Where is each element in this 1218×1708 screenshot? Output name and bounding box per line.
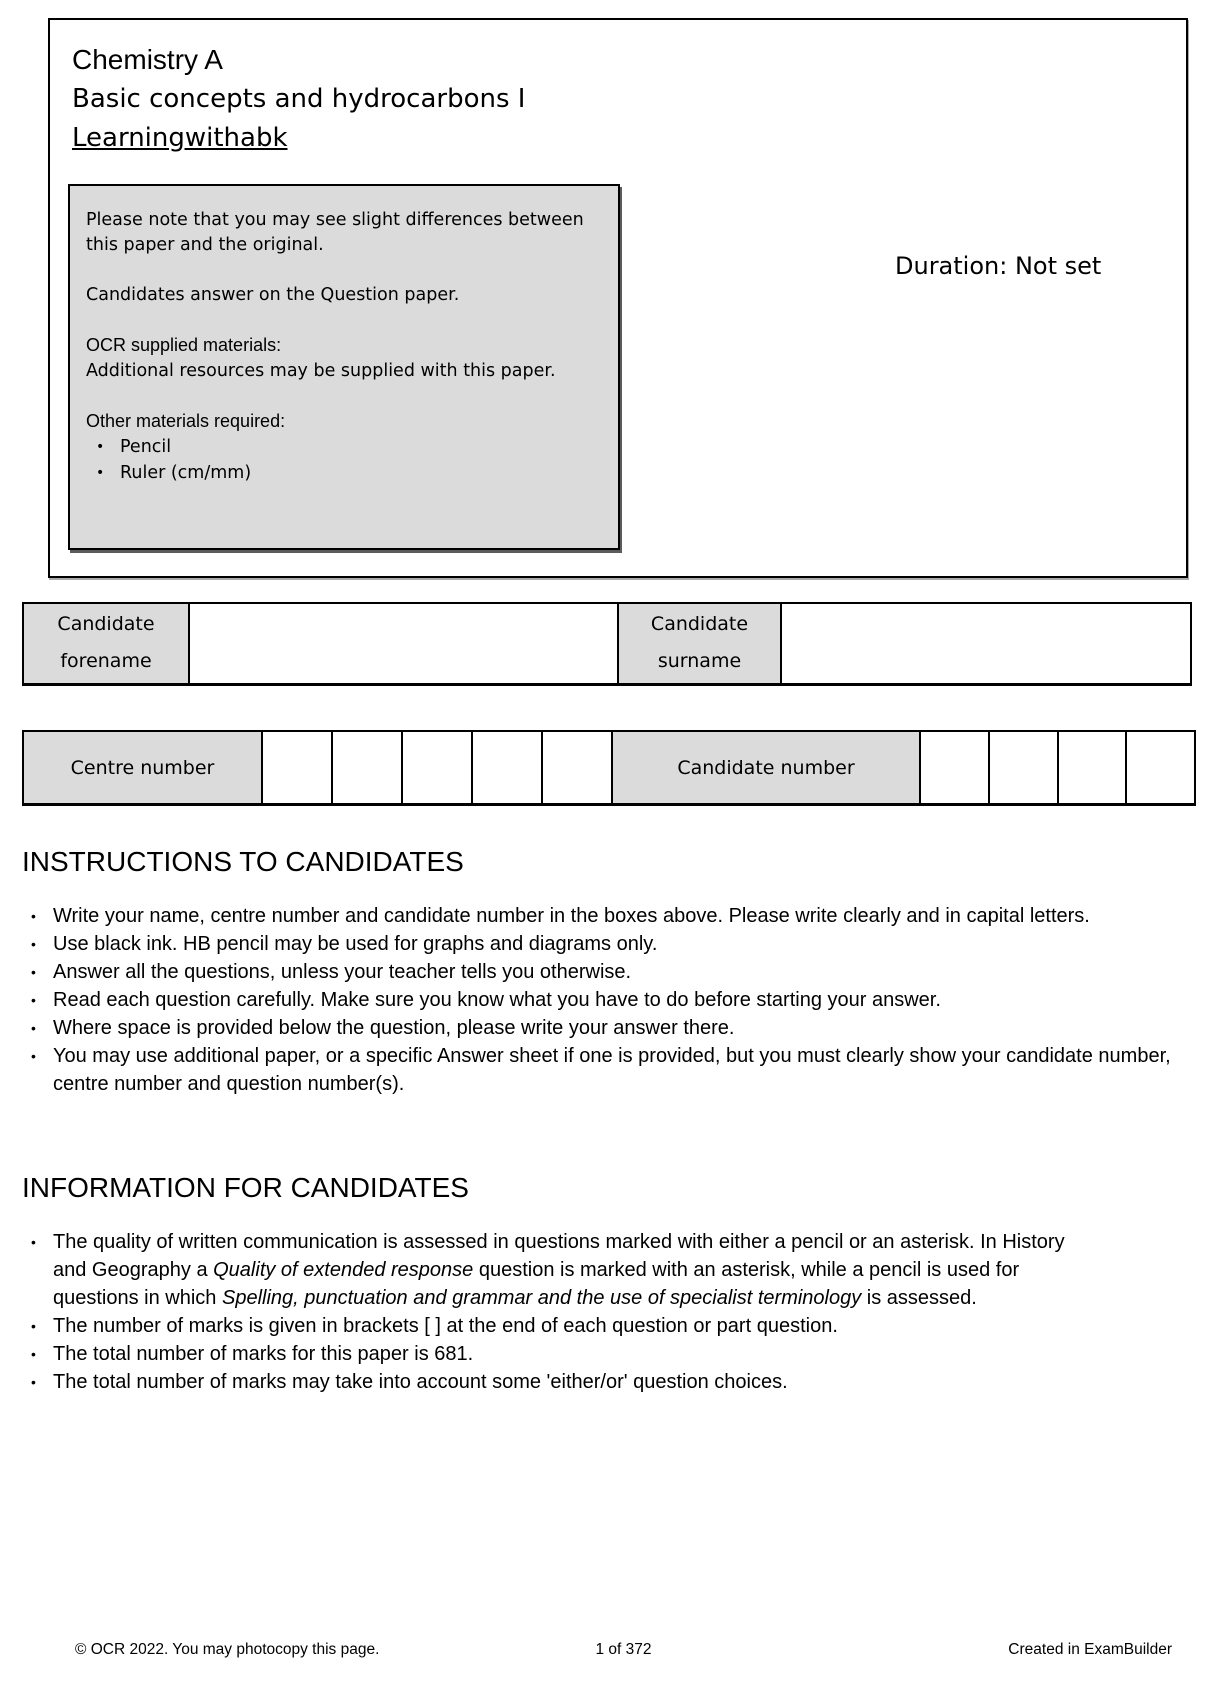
ocr-supplied-label: OCR supplied materials: bbox=[86, 335, 282, 355]
centre-number-label: Centre number bbox=[24, 732, 261, 803]
instruction-item: • Where space is provided below the question, please write your answer there. bbox=[22, 1014, 1200, 1042]
instruction-item: • Use black ink. HB pencil may be used for graphs and diagrams only. bbox=[22, 930, 1200, 958]
information-item: • The total number of marks may take into account some 'either/or' question choices. bbox=[22, 1368, 1072, 1396]
information-item: • The number of marks is given in brackets [ ] at the end of each question or part question. bbox=[22, 1312, 1072, 1340]
centre-number-box-3[interactable] bbox=[401, 732, 471, 803]
forename-label-line2: forename bbox=[60, 650, 152, 672]
instruction-item: • Answer all the questions, unless your teacher tells you otherwise. bbox=[22, 958, 1200, 986]
candidate-number-box-1[interactable] bbox=[919, 732, 988, 803]
information-item bbox=[22, 1228, 1072, 1312]
instructions-heading: INSTRUCTIONS TO CANDIDATES bbox=[22, 846, 464, 877]
text-segment: is assessed. bbox=[861, 1287, 977, 1309]
surname-label-line2: surname bbox=[657, 650, 742, 672]
information-heading: INFORMATION FOR CANDIDATES bbox=[22, 1172, 469, 1203]
other-materials-label: Other materials required: bbox=[86, 411, 286, 431]
subject-title: Chemistry A bbox=[72, 44, 223, 75]
text-segment: question is marked with an asterisk, while a pencil is used for questions in which bbox=[53, 1259, 1020, 1309]
text-segment-italic: Quality of extended response bbox=[213, 1259, 474, 1281]
candidate-surname-field[interactable] bbox=[782, 604, 1190, 683]
surname-label-line1: Candidate bbox=[650, 613, 749, 635]
information-item: • The total number of marks for this paper is 681. bbox=[22, 1340, 1072, 1368]
materials-notes-box bbox=[68, 184, 620, 550]
centre-number-box-1[interactable] bbox=[261, 732, 331, 803]
copyright-notice: © OCR 2022. You may photocopy this page. bbox=[75, 1641, 380, 1658]
instruction-item: • Read each question carefully. Make sure you know what you have to do before starting your answer. bbox=[22, 986, 1200, 1014]
instruction-item: • You may use additional paper, or a specific Answer sheet if one is provided, but you must clearly show your candidate number, centre number and question number(s). bbox=[22, 1042, 1200, 1098]
material-item: • Ruler (cm/mm) bbox=[86, 460, 602, 486]
material-item: • Pencil bbox=[86, 434, 602, 460]
candidate-number-box-4[interactable] bbox=[1125, 732, 1194, 803]
page-footer bbox=[0, 1640, 1218, 1660]
exambuilder-credit: Created in ExamBuilder bbox=[1008, 1641, 1172, 1658]
title-block bbox=[50, 20, 1186, 158]
candidate-forename-field[interactable] bbox=[190, 604, 617, 683]
candidate-number-box-3[interactable] bbox=[1057, 732, 1126, 803]
candidate-number-label: Candidate number bbox=[611, 732, 919, 803]
text-segment-italic: Spelling, punctuation and grammar and the use of specialist terminology bbox=[221, 1287, 862, 1309]
text-segment: The quality of written communication is assessed in questions marked with either a pencil or an asterisk. In History and Geography a bbox=[53, 1231, 1065, 1281]
surname-label-cell bbox=[617, 604, 782, 683]
instruction-item: • Write your name, centre number and candidate number in the boxes above. Please write clearly and in capital letters. bbox=[22, 902, 1200, 930]
candidate-name-table bbox=[22, 602, 1192, 686]
ocr-supplied-materials bbox=[86, 333, 602, 384]
paper-header-box bbox=[48, 18, 1188, 578]
number-table bbox=[22, 730, 1196, 806]
centre-number-box-4[interactable] bbox=[471, 732, 541, 803]
candidate-number-box-2[interactable] bbox=[988, 732, 1057, 803]
instructions-section bbox=[22, 846, 1200, 1098]
centre-number-box-2[interactable] bbox=[331, 732, 401, 803]
other-materials-list bbox=[86, 434, 602, 486]
page-number: 1 of 372 bbox=[595, 1641, 652, 1658]
information-list bbox=[22, 1228, 1072, 1396]
centre-number-box-5[interactable] bbox=[541, 732, 611, 803]
answer-note: Candidates answer on the Question paper. bbox=[86, 285, 460, 305]
author-link: Learningwithabk bbox=[72, 123, 288, 153]
difference-note: Please note that you may see slight differences between this paper and the original. bbox=[86, 210, 584, 255]
paper-title: Basic concepts and hydrocarbons I bbox=[72, 84, 526, 114]
forename-label-line1: Candidate bbox=[57, 613, 155, 635]
forename-label-cell bbox=[24, 604, 190, 683]
information-section bbox=[22, 1172, 1200, 1396]
duration-label: Duration: Not set bbox=[895, 252, 1102, 280]
ocr-supplied-text: Additional resources may be supplied with this paper. bbox=[86, 361, 556, 381]
instructions-list bbox=[22, 902, 1200, 1098]
